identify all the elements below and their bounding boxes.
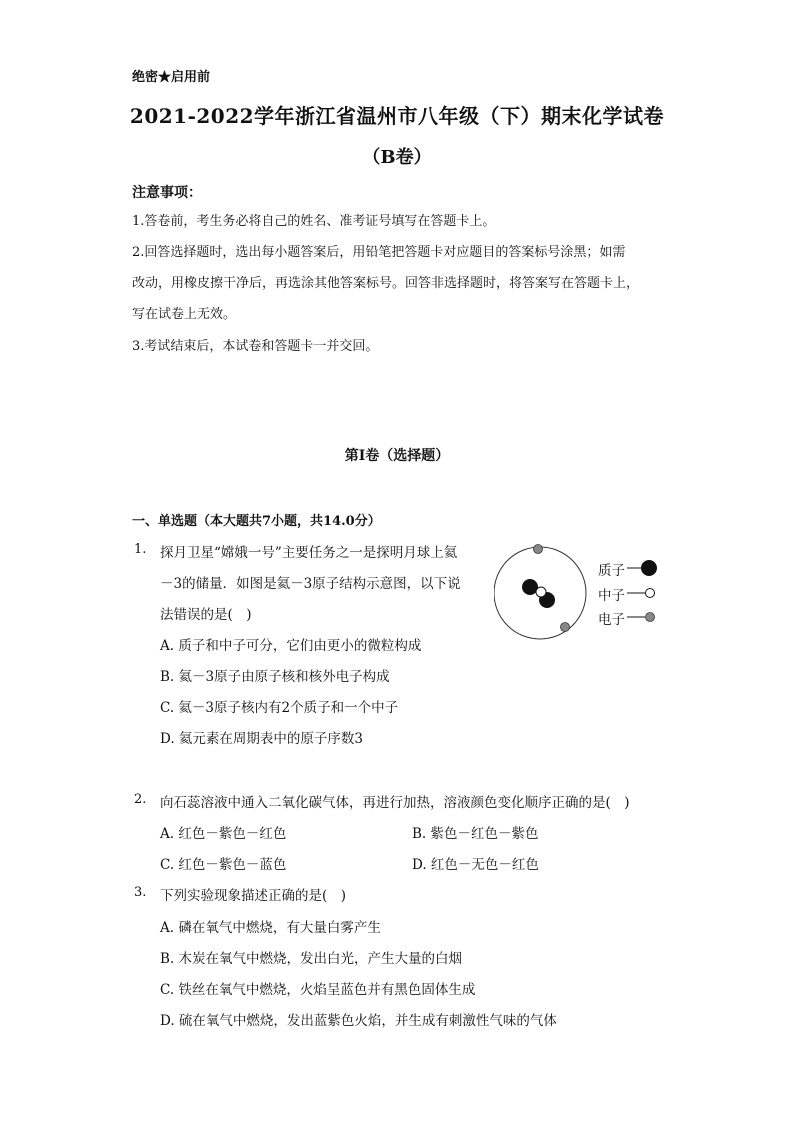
- option-c: C. 红色－紫色－蓝色: [160, 857, 287, 873]
- question-number: 3.: [134, 885, 147, 900]
- notice-heading: 注意事项：: [132, 185, 202, 201]
- notice-line: 写在试卷上无效。: [132, 307, 237, 322]
- question-stem-line: 探月卫星“嫦娥一号”主要任务之一是探明月球上氦: [160, 545, 458, 561]
- option-b: B. 木炭在氧气中燃烧，发出白光，产生大量的白烟: [160, 951, 463, 967]
- option-b: B. 氦－3原子由原子核和核外电子构成: [160, 669, 390, 685]
- question-stem-line: 法错误的是( ): [160, 607, 252, 623]
- option-a: A. 质子和中子可分，它们由更小的微粒构成: [160, 638, 422, 654]
- option-a: A. 磷在氧气中燃烧，有大量白雾产生: [160, 920, 381, 936]
- helium3-atom-diagram: [494, 540, 674, 644]
- section-title: 第Ⅰ卷（选择题）: [344, 448, 450, 464]
- question-stem-line: －3的储量．如图是氦－3原子结构示意图，以下说: [160, 576, 461, 592]
- question-number: 1.: [134, 542, 147, 557]
- legend-neutron-label: 中子: [598, 588, 625, 604]
- question-stem-line: 向石蕊溶液中通入二氧化碳气体，再进行加热，溶液颜色变化顺序正确的是( ): [160, 795, 630, 811]
- question-category: 一、单选题（本大题共7小题，共14.0分）: [132, 514, 381, 529]
- question-stem-line: 下列实验现象描述正确的是( ): [160, 888, 347, 904]
- option-d: D. 硫在氧气中燃烧，发出蓝紫色火焰，并生成有刺激性气味的气体: [160, 1013, 557, 1029]
- legend-neutron-icon: [646, 589, 655, 598]
- notice-line: 2.回答选择题时，选出每小题答案后，用铅笔把答题卡对应题目的答案标号涂黑；如需: [132, 245, 626, 260]
- legend-electron-icon: [646, 613, 655, 622]
- electron-dot: [534, 545, 543, 554]
- option-b: B. 紫色－红色－紫色: [412, 826, 539, 842]
- legend-proton-label: 质子: [598, 563, 625, 579]
- exam-title: 2021-2022学年浙江省温州市八年级（下）期末化学试卷: [129, 104, 665, 128]
- notice-line: 改动，用橡皮擦干净后，再选涂其他答案标号。回答非选择题时，将答案写在答题卡上，: [132, 276, 640, 291]
- option-d: D. 红色－无色－红色: [412, 857, 539, 873]
- notice-line: 1.答卷前，考生务必将自己的姓名、准考证号填写在答题卡上。: [132, 214, 496, 229]
- exam-subtitle: （B卷）: [362, 147, 432, 168]
- legend-proton-icon: [641, 560, 657, 576]
- option-d: D. 氦元素在周期表中的原子序数3: [160, 731, 364, 747]
- question-number: 2.: [134, 792, 147, 807]
- confidential-label: 绝密★启用前: [132, 70, 211, 85]
- option-c: C. 氦－3原子核内有2个质子和一个中子: [160, 700, 399, 716]
- neutron-dot: [536, 587, 546, 597]
- option-c: C. 铁丝在氧气中燃烧，火焰呈蓝色并有黑色固体生成: [160, 982, 476, 998]
- legend-electron-label: 电子: [598, 612, 625, 628]
- electron-dot: [561, 623, 570, 632]
- option-a: A. 红色－紫色－红色: [160, 826, 287, 842]
- notice-line: 3.考试结束后，本试卷和答题卡一并交回。: [132, 339, 379, 354]
